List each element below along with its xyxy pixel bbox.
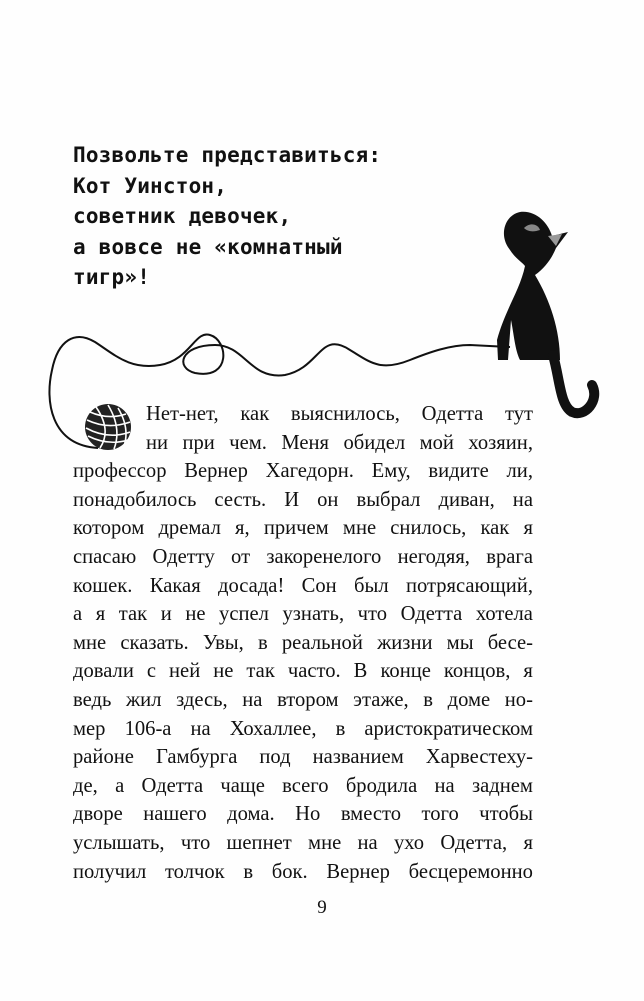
- text-line: де, а Одетта чаще всего бродила на заднем: [73, 774, 533, 797]
- text-line: понадобилось сесть. И он выбрал диван, на: [73, 488, 533, 511]
- heading-line: Позвольте представиться:: [73, 143, 382, 167]
- heading-line: советник девочек,: [73, 204, 292, 228]
- text-line: услышать, что шепнет мне на ухо Одетта, я: [73, 831, 533, 854]
- text-line: районе Гамбурга под названием Харвестеху-: [73, 746, 533, 769]
- heading-line: а вовсе не «комнатный: [73, 234, 343, 259]
- text-line: кошек. Какая досада! Сон был потрясающий,: [73, 574, 533, 597]
- page-number: 9: [317, 897, 327, 918]
- text-line: спасаю Одетту от закоренелого негодяя, врага: [73, 545, 533, 568]
- body-paragraph: [73, 400, 533, 886]
- black-cat-icon: [497, 212, 594, 413]
- text-line: Нет-нет, как выяснилось, Одетта тут: [146, 403, 533, 425]
- heading-line: тигр»!: [73, 265, 151, 289]
- text-line: ни при чем. Меня обидел мой хозяин,: [146, 431, 533, 454]
- text-line: получил толчок в бок. Вернер бесцеремонно: [73, 860, 533, 883]
- text-line: довали с ней не так часто. В конце концов, я: [73, 660, 533, 683]
- heading-line: Кот Уинстон,: [73, 173, 228, 198]
- text-line: ведь жил здесь, на втором этаже, в доме но-: [73, 688, 533, 711]
- text-line: а я так и не успел узнать, что Одетта хотела: [73, 603, 533, 626]
- text-line: котором дремал я, причем мне снилось, как я: [73, 517, 533, 540]
- text-line: мер 106-а на Хохаллее, в аристократическом: [73, 717, 533, 740]
- text-line: профессор Вернер Хагедорн. Ему, видите ли,: [73, 460, 533, 483]
- text-line: мне сказать. Увы, в реальной жизни мы бесе-: [73, 631, 533, 654]
- text-line: дворе нашего дома. Но вместо того чтобы: [73, 803, 533, 826]
